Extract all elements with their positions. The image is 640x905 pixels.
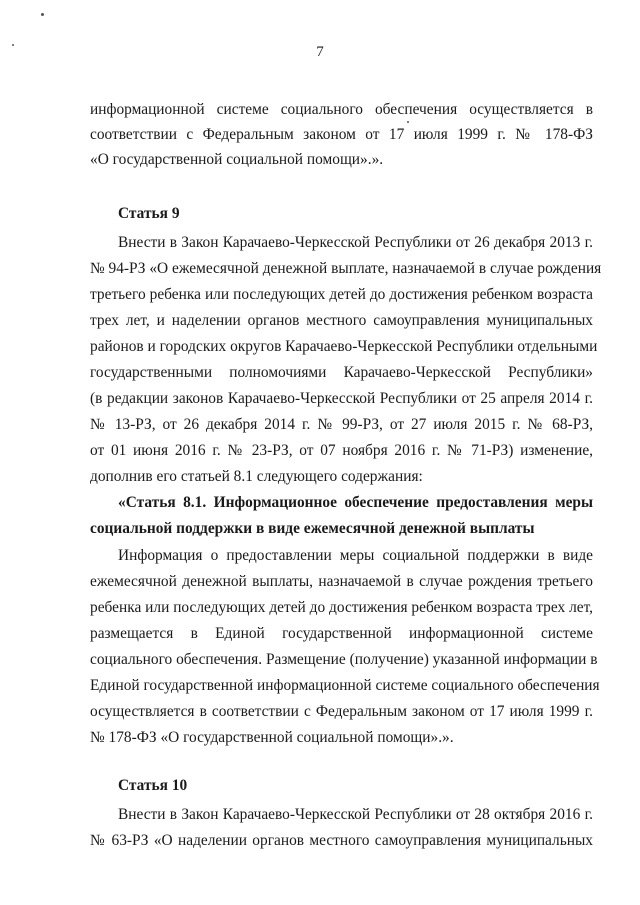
article-subheading: социальной поддержки в виде ежемесячной денежной выплаты	[90, 520, 535, 537]
paragraph-line: дополнив его статьей 8.1 следующего содержания:	[90, 468, 423, 485]
paragraph-line: от 01 июня 2016 г. № 23-РЗ, от 07 ноября 2016 г. № 71-РЗ) изменение,	[90, 442, 593, 459]
paragraph-line: информационной системе социального обеспечения осуществляется в	[90, 101, 593, 118]
paragraph-line: (в редакции законов Карачаево-Черкесской Республики от 25 апреля 2014 г.	[90, 390, 593, 407]
paragraph-line: № 63-РЗ «О наделении органов местного самоуправления муниципальных	[90, 832, 593, 849]
paragraph-line: № 94-РЗ «О ежемесячной денежной выплате, назначаемой в случае рождения	[90, 260, 602, 277]
paragraph-line: Внести в Закон Карачаево-Черкесской Республики от 28 октября 2016 г.	[118, 806, 593, 823]
article-subheading: «Статья 8.1. Информационное обеспечение предоставления меры	[118, 494, 593, 511]
paragraph-line: размещается в Единой государственной информационной системе	[90, 625, 593, 642]
paragraph-line: «О государственной социальной помощи».».	[90, 151, 384, 168]
paragraph-line: районов и городских округов Карачаево-Черкесской Республики отдельными	[90, 338, 598, 355]
paragraph-line: Внести в Закон Карачаево-Черкесской Республики от 26 декабря 2013 г.	[118, 234, 593, 251]
paragraph-line: Единой государственной информационной системе социального обеспечения	[90, 677, 600, 694]
paragraph-line: № 13-РЗ, от 26 декабря 2014 г. № 99-РЗ, от 27 июля 2015 г. № 68-РЗ,	[90, 416, 593, 433]
paragraph-line: государственными полномочиями Карачаево-Черкесской Республики»	[90, 364, 593, 381]
paragraph-line: ежемесячной денежной выплаты, назначаемой в случае рождения третьего	[90, 573, 593, 590]
page-number: 7	[316, 44, 324, 60]
paragraph-line: третьего ребенка или последующих детей до достижения ребенком возраста	[90, 286, 593, 303]
paragraph-line: № 178-ФЗ «О государственной социальной помощи».».	[90, 729, 454, 746]
paragraph-line: социального обеспечения. Размещение (получение) указанной информации в	[90, 651, 598, 668]
paragraph-line: Информация о предоставлении меры социальной поддержки в виде	[118, 547, 593, 564]
article-heading: Статья 10	[118, 777, 188, 794]
scan-speck	[407, 121, 409, 123]
scan-speck	[41, 13, 44, 16]
paragraph-line: осуществляется в соответствии с Федеральным законом от 17 июля 1999 г.	[90, 703, 593, 720]
paragraph-line: соответствии с Федеральным законом от 17 июля 1999 г. № 178-ФЗ	[90, 126, 593, 143]
paragraph-line: ребенка или последующих детей до достижения ребенком возраста трех лет,	[90, 599, 593, 616]
article-heading: Статья 9	[118, 205, 180, 222]
paragraph-line: трех лет, и наделении органов местного самоуправления муниципальных	[90, 312, 593, 329]
